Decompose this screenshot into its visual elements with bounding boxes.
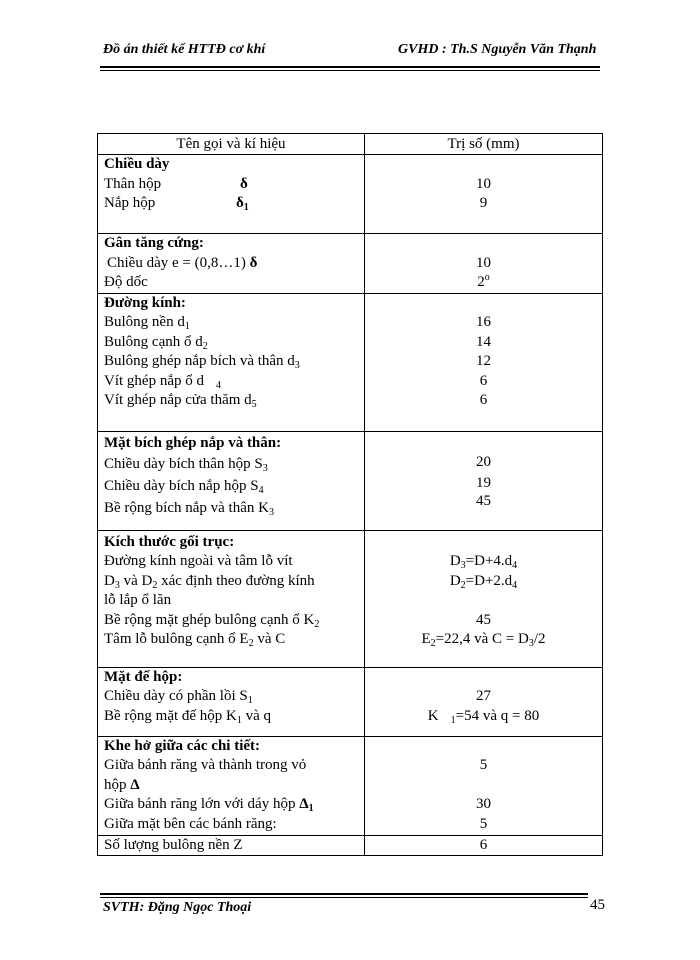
section-title: Gân tăng cứng: xyxy=(104,235,204,251)
row-label: Đường kính ngoài và tâm lỗ vít xyxy=(104,553,293,569)
section-title: Khe hở giữa các chi tiết: xyxy=(104,737,261,754)
row-label: Nắp hộp $\delta_1$ xyxy=(104,195,249,213)
delta-symbol: $\Delta_1$ xyxy=(299,796,314,814)
table-row xyxy=(98,234,603,294)
row-label: Giữa bánh răng lớn với dáy hộp $\Delta_1$ xyxy=(104,796,314,814)
row-value: 45 xyxy=(476,611,491,628)
row-value: 6 xyxy=(479,372,488,389)
table-row xyxy=(98,155,603,234)
row-label: hộp Δ xyxy=(104,776,140,793)
delta-symbol: $\delta_1$ xyxy=(236,195,249,213)
row-label: Độ dốc xyxy=(104,274,148,290)
section-title: Chiều dày xyxy=(104,156,170,172)
table-header-row xyxy=(98,134,603,155)
delta-symbol: δ xyxy=(240,175,248,192)
table-row xyxy=(98,530,603,667)
row-value: $D_3=D+4.d_4$ xyxy=(449,553,518,571)
row-label: Tâm lỗ bulông cạnh ổ $E_2$ và C xyxy=(104,631,286,649)
header-rule xyxy=(100,66,600,71)
table-row xyxy=(98,736,603,835)
row-label: Chiều dày e = (0,8…1) δ xyxy=(107,254,258,271)
row-label: Giữa mặt bên các bánh răng: xyxy=(104,815,277,832)
row-value: 10 xyxy=(476,254,491,271)
row-value: 20 xyxy=(476,454,491,470)
row-value: 5 xyxy=(479,815,488,832)
row-value: 16 xyxy=(476,314,491,330)
row-value: 27 xyxy=(476,688,491,704)
col2-header: Trị số (mm) xyxy=(365,134,603,155)
row-label: Vít ghép nắp ổ d $_4$ xyxy=(104,372,221,391)
table-row xyxy=(98,667,603,736)
col1-header: Tên gọi và kí hiệu xyxy=(98,134,365,155)
row-label: Số lượng bulông nền Z xyxy=(104,836,243,853)
row-label: Chiều dày có phần lồi $S_1$ xyxy=(104,688,253,706)
row-label: Thân hộp δ xyxy=(104,175,364,195)
row-value: K $_1$=54 và q = 80 xyxy=(427,707,540,726)
row-value: $D_2=D+2.d_4$ xyxy=(449,572,518,591)
row-value: 30 xyxy=(476,796,491,812)
row-value: 10 xyxy=(476,175,491,192)
parameter-table xyxy=(97,133,603,856)
page-number: 45 xyxy=(590,897,605,913)
row-label: Bulông nền $d_1$ xyxy=(104,314,190,332)
table-row xyxy=(98,293,603,431)
section-title: Mặt bích ghép nắp và thân: xyxy=(104,434,282,451)
row-value: 14 xyxy=(476,333,491,350)
row-value: 19 xyxy=(476,474,491,491)
row-label: $D_3$ và $D_2$ xác định theo đường kính xyxy=(104,572,315,591)
row-label: Vít ghép nắp cửa thăm $d_5$ xyxy=(104,392,257,410)
row-value: 45 xyxy=(476,493,491,509)
table-row xyxy=(98,835,603,856)
section-title: Mặt đế hộp: xyxy=(104,668,183,685)
row-label: Giữa bánh răng và thành trong vỏ xyxy=(104,757,307,773)
footer-rule xyxy=(100,893,588,898)
delta-symbol: δ xyxy=(249,254,258,271)
header-left: Đồ án thiết kế HTTĐ cơ khí xyxy=(103,42,266,57)
row-label: lỗ lắp ổ lăn xyxy=(104,592,172,608)
row-value: 9 xyxy=(479,195,488,211)
row-label: Bề rộng mặt ghép bulông cạnh ổ $K_2$ xyxy=(104,611,320,630)
row-value: $E_2=22,4$ và $C = D_3/2$ xyxy=(421,631,546,649)
row-value: 6 xyxy=(479,836,488,853)
row-label: Bề rộng mặt đế hộp $K_1$ và q xyxy=(104,707,272,726)
section-title: Đường kính: xyxy=(104,294,186,311)
row-label: Bulông cạnh ổ $d_2$ xyxy=(104,333,208,352)
row-value: 2$^o$ xyxy=(477,272,490,290)
footer-author: SVTH: Đặng Ngọc Thoại xyxy=(103,900,252,915)
row-value: 5 xyxy=(479,757,488,773)
section-title: Kích thước gối trục: xyxy=(104,533,235,550)
table-row xyxy=(98,431,603,530)
delta-symbol: Δ xyxy=(130,776,140,793)
row-value: 12 xyxy=(476,353,491,369)
row-label: Chiều dày bích nắp hộp $S_4$ xyxy=(104,477,264,496)
row-label: Bề rộng bích nắp và thân $K_3$ xyxy=(104,500,274,518)
header-right: GVHD : Th.S Nguyễn Văn Thạnh xyxy=(398,42,597,57)
row-label: Bulông ghép nắp bích và thân $d_3$ xyxy=(104,353,300,371)
row-value: 6 xyxy=(479,392,488,408)
row-label: Chiều dày bích thân hộp $S_3$ xyxy=(104,456,268,474)
